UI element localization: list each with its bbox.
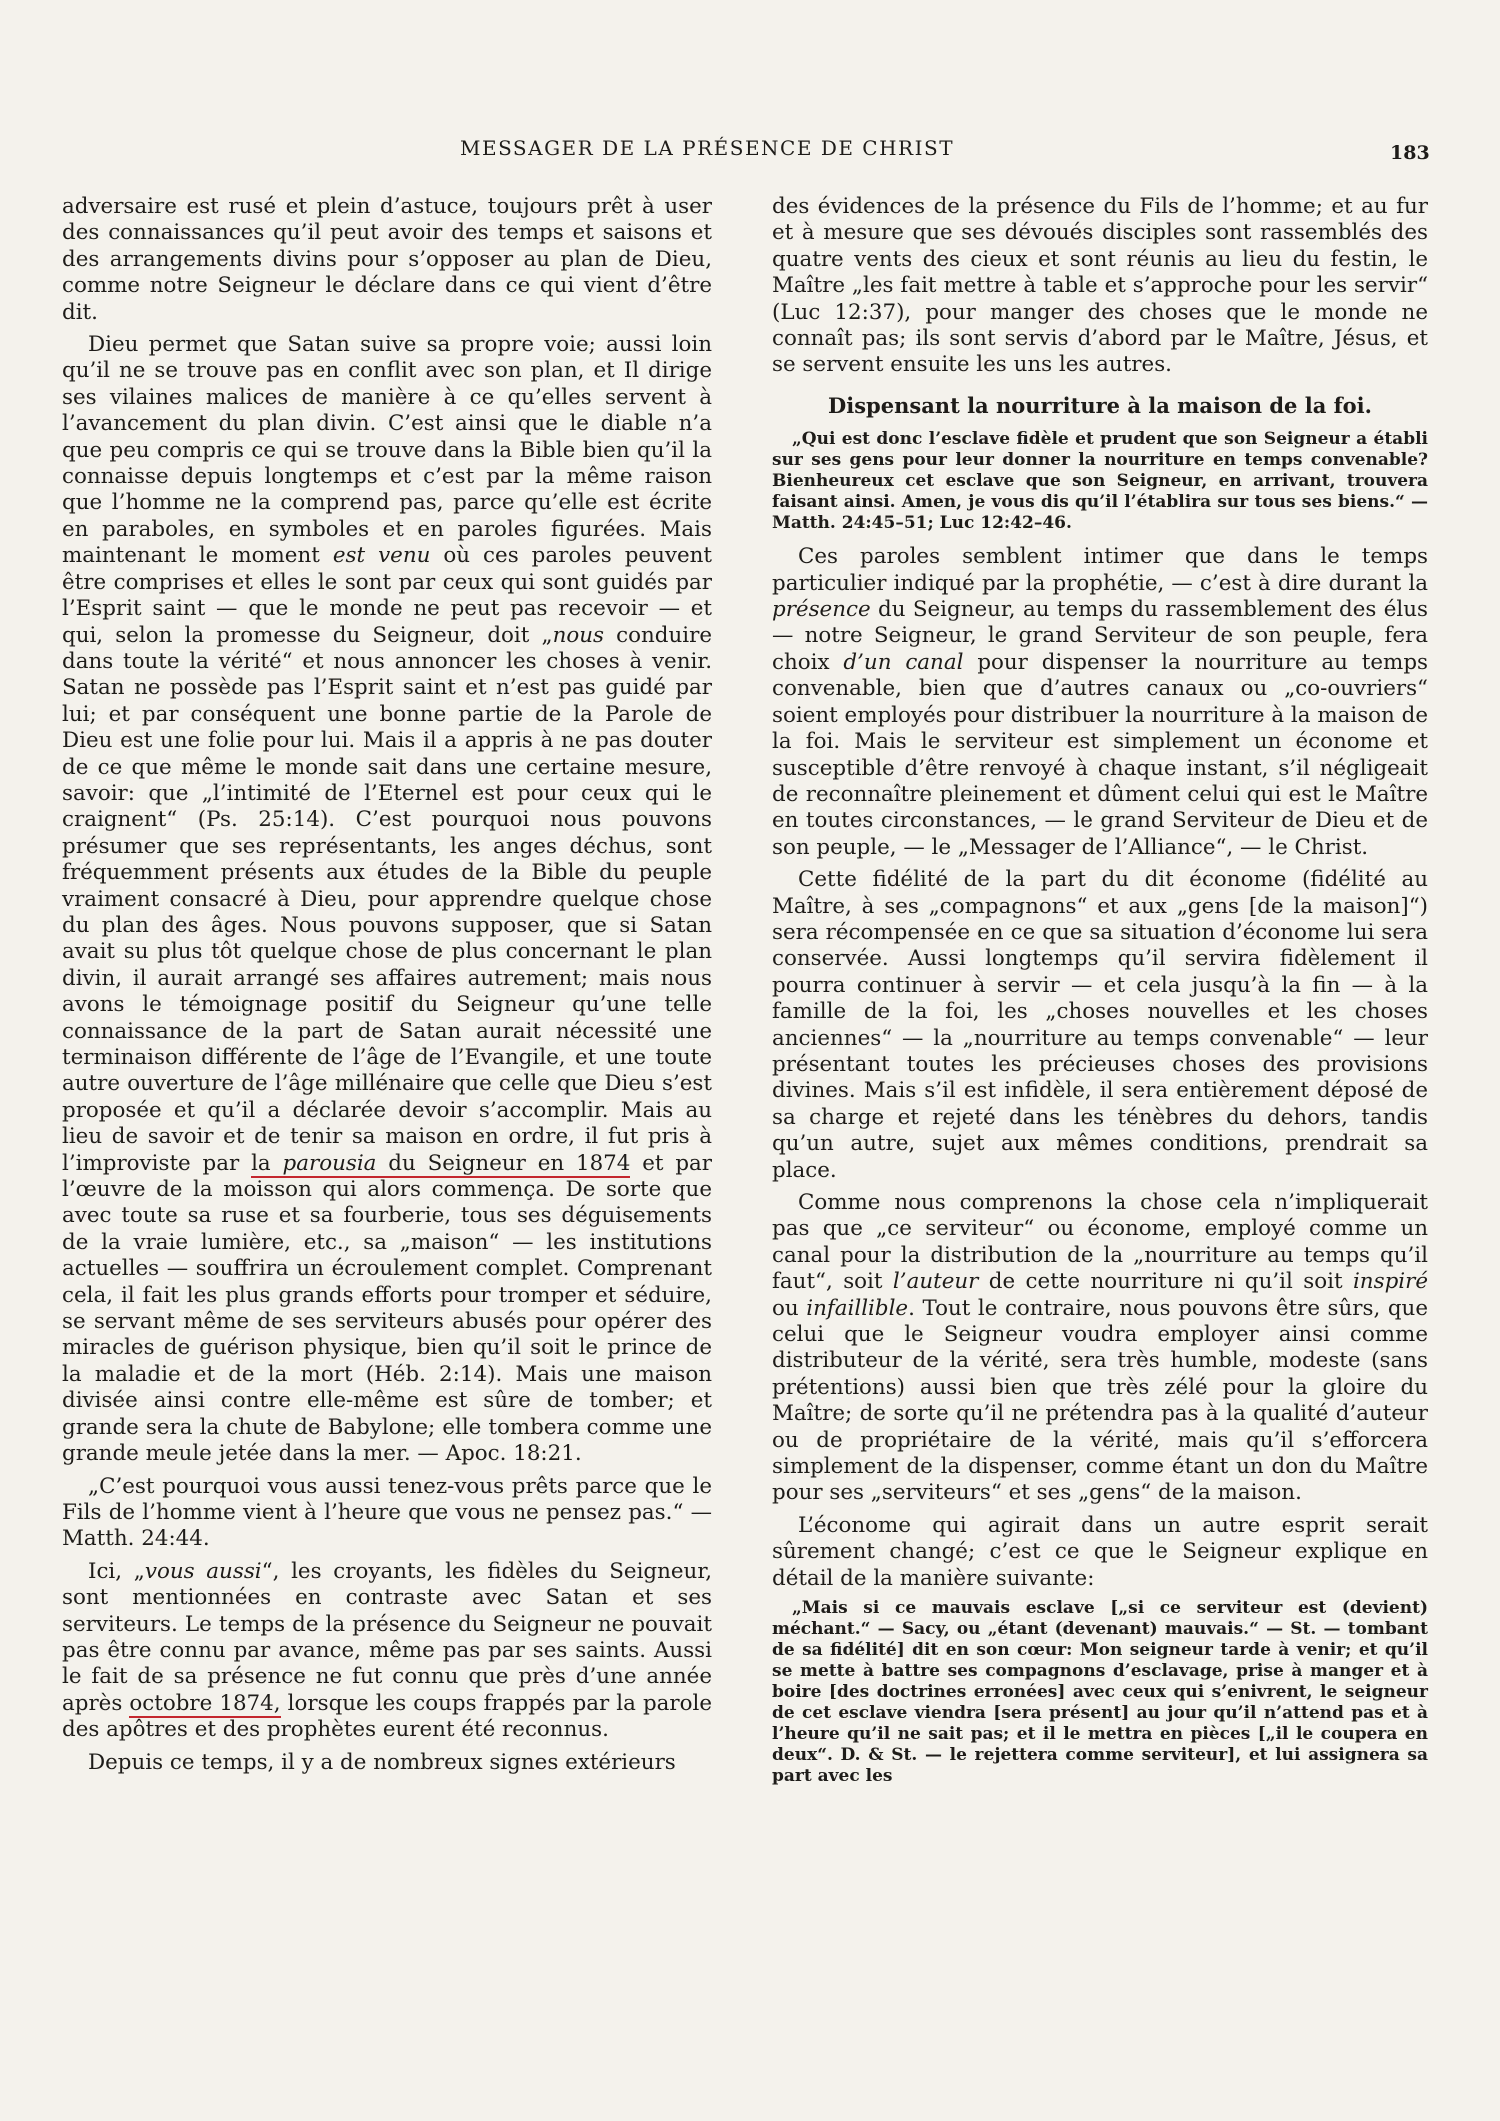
- left-column: [62, 194, 712, 1782]
- paragraph: adversaire est rusé et plein d’astuce, toujours prêt à user des connaissances qu’il peut avoir des temps et saisons et des arrangements divins pour s’opposer au plan de Dieu, comme notre Seigneur le déclare dans ce qui vient d’être dit.: [62, 194, 712, 325]
- running-title: MESSAGER DE LA PRÉSENCE DE CHRIST: [460, 136, 955, 160]
- paragraph: Depuis ce temps, il y a de nombreux signes extérieurs: [88, 1749, 676, 1775]
- red-underline-annotation: octobre 1874,: [129, 1690, 281, 1716]
- paragraph: Ici, „vous aussi“, les croyants, les fidèles du Seigneur, sont mentionnées en contraste avec Satan et ses serviteurs. Le temps de la présence du Seigneur ne pouvait pas être connu par avance, même pas par ses saints. Aussi le fait de sa présence ne fut connu que près d’une année après octobre 1874, lorsque les coups frappés par la parole des apôtres et des prophètes eurent été reconnus.: [62, 1558, 713, 1743]
- right-column: [772, 194, 1428, 1787]
- paragraph: Dieu permet que Satan suive sa propre voie; aussi loin qu’il ne se trouve pas en conflit avec son plan, et Il dirige ses vilaines malices de manière à ce qu’elles servent à l’avancement du plan divin. C’est ainsi que le diable n’a que peu compris ce qui se trouve dans la Bible bien qu’il la connaisse depuis longtemps et c’est par la même raison que l’homme ne la comprend pas, parce qu’elle est écrite en paraboles, en symboles et en paroles figurées. Mais maintenant le moment est venu où ces paroles peuvent être comprises et elles le sont par ceux qui sont guidés par l’Esprit saint — que le monde ne peut pas recevoir — et qui, selon la promesse du Seigneur, doit „nous conduire dans toute la vérité“ et nous annoncer les choses à venir. Satan ne possède pas l’Esprit saint et n’est pas guidé par lui; et par conséquent une bonne partie de la Parole de Dieu est une folie pour lui. Mais il a appris à ne pas douter de ce que même le monde sait dans une certaine mesure, savoir: que „l’intimité de l’Eternel est pour ceux qui le craignent“ (Ps. 25:14). C’est pourquoi nous pouvons présumer que ses représentants, les anges déchus, sont fréquemment présents aux études de la Bible du peuple vraiment consacré à Dieu, pour apprendre quelque chose du plan des âges. Nous pouvons supposer, que si Satan avait su plus tôt quelque chose de plus concernant le plan divin, il aurait arrangé ses affaires autrement; mais nous avons le témoignage positif du Seigneur qu’une telle connaissance de la part de Satan aurait nécessité une terminaison différente de l’âge de l’Evangile, et une toute autre ouverture de l’âge millénaire que celle que Dieu s’est proposée et qu’il a déclarée devoir s’accomplir. Mais au lieu de savoir et de tenir sa maison en ordre, il fut pris à l’improviste par la parousia du Seigneur en 1874 et par l’œuvre de la moisson qui alors commença. De sorte que avec toute sa ruse et sa fourberie, tous ses déguisements de la vraie lumière, etc., sa „maison“ — les institutions actuelles — souffrira un écroulement complet. Comprenant cela, il fait les plus grands efforts pour tromper et séduire, se servant même de ses serviteurs abusés pour opérer des miracles de guérison physique, bien qu’il soit le prince de la maladie et de la mort (Héb. 2:14). Mais une maison divisée ainsi contre elle-même est sûre de tomber; et grande sera la chute de Babylone; elle tombera comme une grande meule jetée dans la mer. — Apoc. 18:21.: [62, 332, 713, 1467]
- red-underline-annotation: la parousia du Seigneur en 1874: [251, 1150, 631, 1176]
- running-header: [0, 136, 1500, 176]
- paragraph: Ces paroles semblent intimer que dans le temps particulier indiqué par la prophétie, — c’est à dire durant la présence du Seigneur, au temps du rassemblement des élus — notre Seigneur, le grand Serviteur de son peuple, fera choix d’un canal pour dispenser la nourriture au temps convenable, bien que d’autres canaux ou „co-ouvriers“ soient employés pour distribuer la nourriture à la maison de la foi. Mais le serviteur est simplement un économe et susceptible d’être renvoyé à chaque instant, s’il négligeait de reconnaître pleinement et dûment celui qui est le Maître en toutes circonstances, — le grand Serviteur de Dieu et de son peuple, — le „Messager de l’Alliance“, — le Christ.: [772, 544, 1428, 860]
- scripture-quote: „Qui est donc l’esclave fidèle et prudent que son Seigneur a établi sur ses gens pour leur donner la nourriture en temps convenable? Bienheureux cet esclave que son Seigneur, en arrivant, trouvera faisant ainsi. Amen, je vous dis qu’il l’établira sur tous ses biens.“ — Matth. 24:45–51; Luc 12:42–46.: [772, 429, 1428, 534]
- paragraph: des évidences de la présence du Fils de l’homme; et au fur et à mesure que ses dévoués disciples sont rassemblés des quatre vents des cieux et sont réunis au lieu du festin, le Maître „les fait mettre à table et s’approche pour les servir“ (Luc 12:37), pour manger des choses que le monde ne connaît pas; ils sont servis d’abord par le Maître, Jésus, et se servent ensuite les uns les autres.: [772, 194, 1428, 378]
- section-heading: Dispensant la nourriture à la maison de la foi.: [828, 392, 1372, 418]
- paragraph: Cette fidélité de la part du dit économe (fidélité au Maître, à ses „compagnons“ et aux „gens [de la maison]“) sera récompensée en ce que sa situation d’économe lui sera conservée. Aussi longtemps qu’il servira fidèlement il pourra continuer à servir — et cela jusqu’à la fin — à la famille de la foi, les „choses nouvelles et les choses anciennes“ — la „nourriture au temps convenable“ — leur présentant toutes les précieuses choses des provisions divines. Mais s’il est infidèle, il sera entièrement déposé de sa charge et rejeté dans les ténèbres du dehors, tandis qu’un autre, sujet aux mêmes conditions, prendrait sa place.: [772, 867, 1428, 1183]
- page-number: 183: [1390, 142, 1430, 164]
- scripture-quote: „Mais si ce mauvais esclave [„si ce serviteur est (devient) méchant.“ — Sacy, ou „étant (devenant) mauvais.“ — St. — tombant de sa fidélité] dit en son cœur: Mon seigneur tarde à venir; et qu’il se mette à battre ses compagnons d’esclavage, prise à manger et à boire [des doctrines erronées] avec ceux qui s’enivrent, le seigneur de cet esclave viendra [sera présent] au jour qu’il n’attend pas et à l’heure qu’il ne sait pas; et il le mettra en pièces [„il le coupera en deux“. D. & St. — le rejettera comme serviteur], et lui assignera sa part avec les: [772, 1598, 1428, 1787]
- paragraph: Comme nous comprenons la chose cela n’impliquerait pas que „ce serviteur“ ou économe, employé comme un canal pour la distribution de la „nourriture au temps qu’il faut“, soit l’auteur de cette nourriture ni qu’il soit inspiré ou infaillible. Tout le contraire, nous pouvons être sûrs, que celui que le Seigneur voudra employer ainsi comme distributeur de la vérité, sera très humble, modeste (sans prétentions) aussi bien que très zélé pour la gloire du Maître; de sorte qu’il ne prétendra pas à la qualité d’auteur ou de propriétaire de la vérité, mais qu’il s’efforcera simplement de la dispenser, comme étant un don du Maître pour ses „serviteurs“ et ses „gens“ de la maison.: [772, 1190, 1428, 1506]
- paragraph: „C’est pourquoi vous aussi tenez-vous prêts parce que le Fils de l’homme vient à l’heure que vous ne pensez pas.“ — Matth. 24:44.: [62, 1473, 712, 1552]
- paragraph: L’économe qui agirait dans un autre esprit serait sûrement changé; c’est ce que le Seigneur explique en détail de la manière suivante:: [772, 1512, 1428, 1591]
